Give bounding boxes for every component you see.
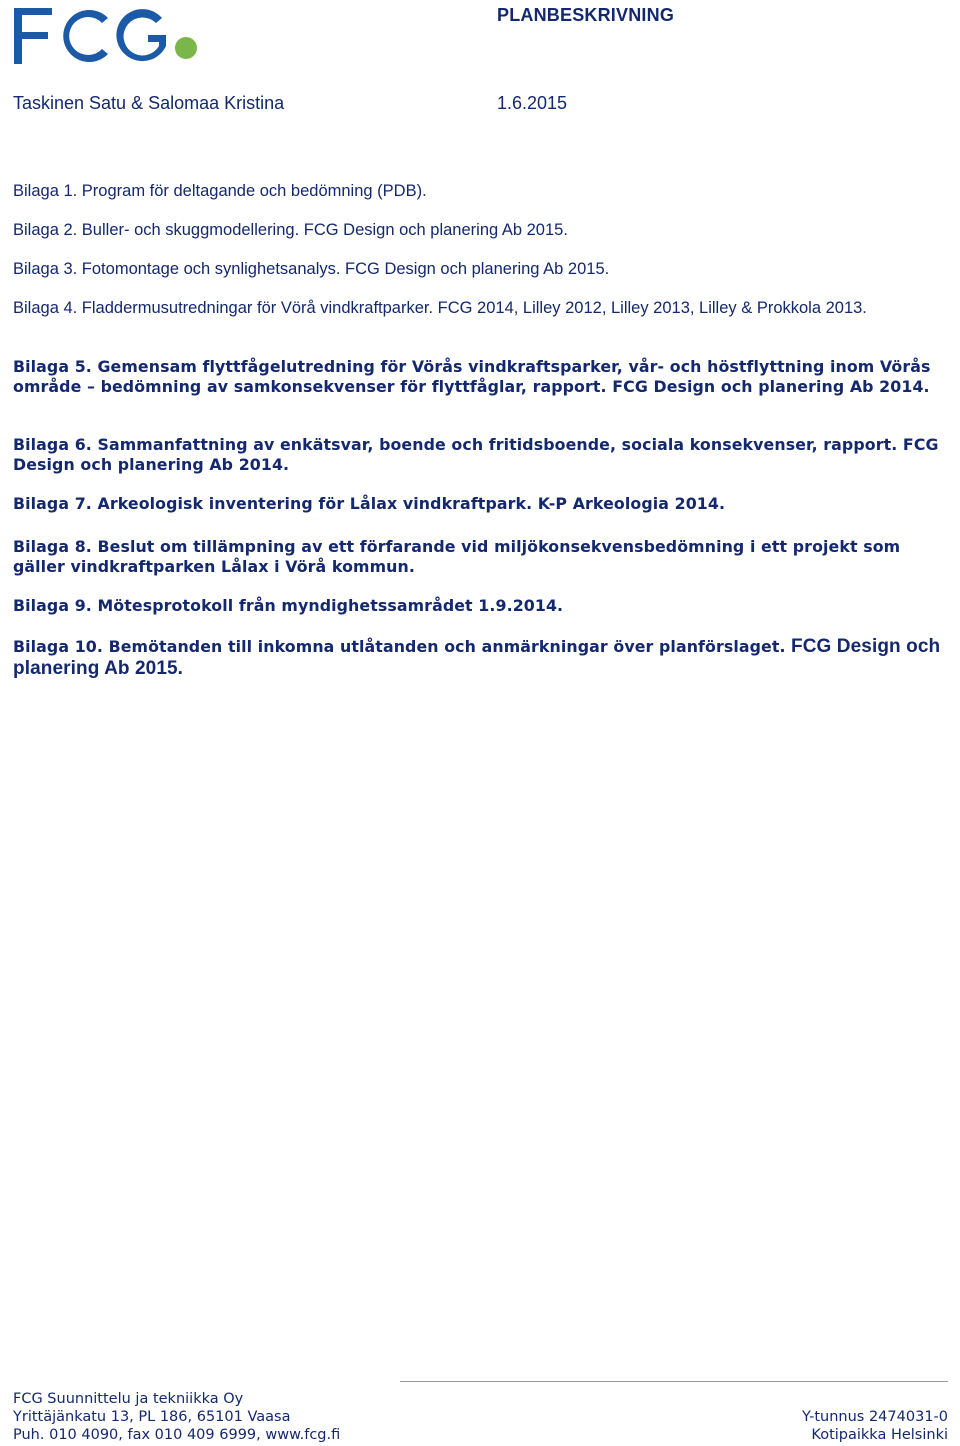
attachment-item: Bilaga 6. Sammanfattning av enkätsvar, boende och fritidsboende, sociala konsekvenser, rapport. FCG Design och planering Ab 2014. <box>13 435 945 474</box>
footer-contact-row <box>13 1427 948 1443</box>
footer-contact: Puh. 010 4090, fax 010 409 6999, www.fcg.fi <box>13 1427 341 1443</box>
attachment-item: Bilaga 5. Gemensam flyttfågelutredning för Vörås vindkraftsparker, vår- och höstflyttning inom Vörås område – bedömning av samkonsekvenser för flyttfåglar, rapport. FCG Design och planering Ab 2014. <box>13 357 937 396</box>
attachment-item: Bilaga 4. Fladdermusutredningar för Vörå vindkraftparker. FCG 2014, Lilley 2012, Lilley 2013, Lilley & Prokkola 2013. <box>13 299 867 317</box>
attachment-item: Bilaga 2. Buller- och skuggmodellering. FCG Design och planering Ab 2015. <box>13 221 568 239</box>
attachment-item: Bilaga 1. Program för deltagande och bedömning (PDB). <box>13 182 427 200</box>
attachment-item: Bilaga 10. Bemötanden till inkomna utlåtanden och anmärkningar över planförslaget. FCG Design och planering Ab 2015. <box>13 636 946 679</box>
document-date: 1.6.2015 <box>497 93 568 113</box>
footer-domicile: Kotipaikka Helsinki <box>811 1427 948 1443</box>
attachment-item: Bilaga 9. Mötesprotokoll från myndighetssamrådet 1.9.2014. <box>13 596 564 615</box>
footer-company: FCG Suunnittelu ja tekniikka Oy <box>13 1391 244 1407</box>
document-title: PLANBESKRIVNING <box>497 5 675 25</box>
footer-address-row <box>13 1409 948 1425</box>
fcg-logo <box>12 2 202 70</box>
footer-divider <box>400 1381 948 1382</box>
attachment-item: Bilaga 7. Arkeologisk inventering för Lålax vindkraftpark. K-P Arkeologia 2014. <box>13 494 726 513</box>
footer-business-id: Y-tunnus 2474031-0 <box>801 1409 948 1425</box>
attachment-item: Bilaga 8. Beslut om tillämpning av ett förfarande vid miljökonsekvensbedömning i ett projekt som gäller vindkraftparken Lålax i Vörå kommun. <box>13 537 906 576</box>
authors: Taskinen Satu & Salomaa Kristina <box>13 93 285 113</box>
attachment-item: Bilaga 3. Fotomontage och synlighetsanalys. FCG Design och planering Ab 2015. <box>13 260 610 278</box>
footer-address: Yrittäjänkatu 13, PL 186, 65101 Vaasa <box>13 1409 291 1425</box>
